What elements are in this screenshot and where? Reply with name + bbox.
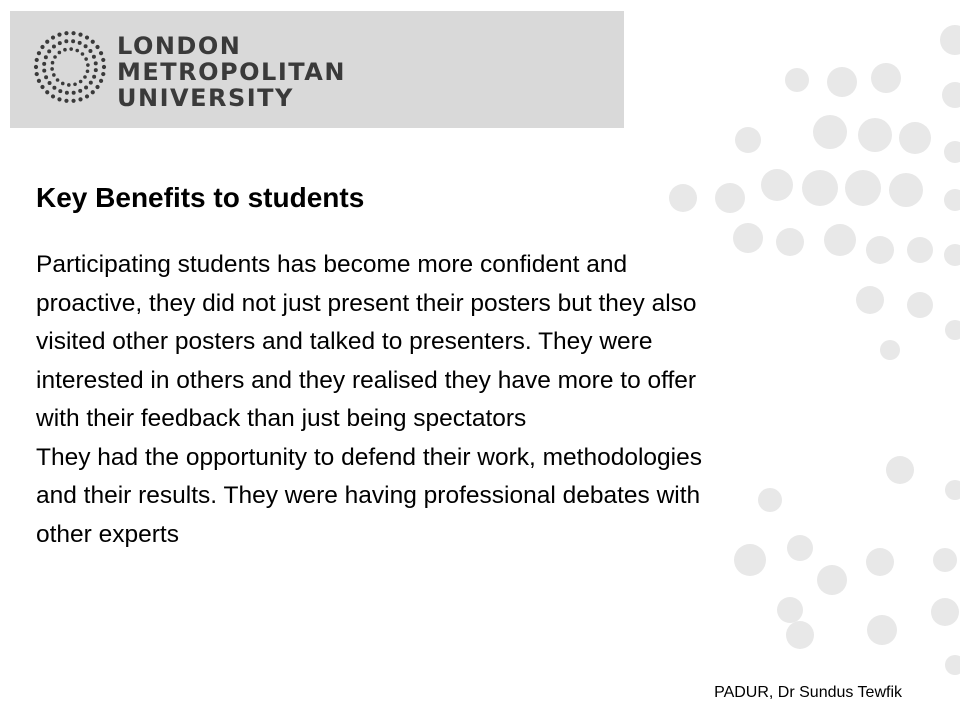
logo-dot	[57, 97, 61, 101]
logo-dot	[84, 85, 88, 89]
logo-dot	[86, 63, 90, 67]
logo-dot	[79, 80, 83, 84]
body-line: visited other posters and talked to presenters. They were	[36, 328, 653, 355]
decor-dot	[944, 244, 960, 266]
decor-dot	[899, 122, 931, 154]
logo-dot	[78, 89, 82, 93]
logo-dot	[83, 75, 87, 79]
decor-dot	[785, 68, 809, 92]
logo-dot	[47, 49, 51, 53]
body-line: proactive, they did not just present their posters but they also	[36, 289, 697, 317]
logo-dot	[71, 31, 75, 35]
decor-dot	[735, 127, 761, 153]
logo-dot	[92, 75, 96, 79]
decor-dot	[817, 565, 847, 595]
body-line: other experts	[36, 520, 179, 548]
logo-dot	[53, 55, 57, 59]
body-line: They had the opportunity to defend their work, methodologies	[36, 443, 702, 471]
logo-dot	[71, 39, 75, 43]
logo-dot	[44, 75, 48, 79]
logo-dot	[52, 86, 56, 90]
logo-dot	[84, 57, 88, 61]
logo-header-bar	[10, 11, 624, 128]
logo-dot	[44, 55, 48, 59]
logo-dot	[64, 31, 68, 35]
body-line: Participating students has become more confident and	[36, 251, 628, 278]
slide-title: Key Benefits to students	[36, 182, 365, 213]
logo-line-london: LONDON	[117, 32, 242, 60]
logo-dot	[56, 78, 60, 82]
decor-dot	[827, 67, 857, 97]
logo-dot	[67, 83, 71, 87]
logo-dot	[65, 91, 69, 95]
logo-dot	[51, 35, 55, 39]
body-line: interested in others and they realised they have more to offer	[36, 366, 697, 394]
logo-dot	[58, 89, 62, 93]
logo-dot	[85, 35, 89, 39]
footer-author: PADUR, Dr Sundus Tewfik	[714, 684, 902, 701]
logo-dot	[37, 51, 41, 55]
logo-dot	[78, 97, 82, 101]
decor-dot	[669, 184, 697, 212]
logo-dot	[78, 33, 82, 37]
logo-dot	[42, 62, 46, 66]
logo-dot	[78, 41, 82, 45]
logo-dot	[95, 45, 99, 49]
logo-dot	[61, 82, 65, 86]
decor-dot	[802, 170, 838, 206]
logo-dot	[84, 44, 88, 48]
decor-dot	[715, 183, 745, 213]
logo-dot	[58, 41, 62, 45]
logo-dot	[86, 69, 90, 73]
logo-dot	[57, 33, 61, 37]
logo-dot	[102, 65, 106, 69]
decor-dot	[786, 621, 814, 649]
logo-dot	[91, 90, 95, 94]
body-line: with their feedback than just being spectators	[36, 405, 527, 432]
logo-dot	[50, 67, 54, 71]
logo-dot	[48, 81, 52, 85]
decor-dot	[944, 141, 960, 163]
decor-dot	[942, 82, 960, 108]
dotted-circle-logo-icon	[32, 29, 108, 105]
decor-dot	[945, 320, 960, 340]
decor-dot	[944, 189, 960, 211]
university-logo-wordmark	[117, 33, 346, 111]
decor-dot	[858, 118, 892, 152]
logo-line-university: UNIVERSITY	[117, 84, 294, 112]
logo-dot	[71, 99, 75, 103]
logo-dot	[95, 85, 99, 89]
logo-dot	[35, 58, 39, 62]
logo-dot	[45, 40, 49, 44]
logo-dot	[73, 82, 77, 86]
logo-dot	[63, 48, 67, 52]
decor-dot	[867, 615, 897, 645]
decor-dot	[945, 655, 960, 675]
decor-dot	[940, 25, 960, 55]
decor-dot	[871, 63, 901, 93]
logo-dot	[64, 99, 68, 103]
logo-dot	[51, 61, 55, 65]
logo-dot	[99, 79, 103, 83]
logo-dot	[92, 55, 96, 59]
decor-dot	[845, 170, 881, 206]
logo-dot	[52, 73, 56, 77]
logo-dot	[89, 81, 93, 85]
logo-dot	[51, 94, 55, 98]
logo-dot	[35, 72, 39, 76]
logo-dot	[94, 61, 98, 65]
logo-dot	[99, 51, 103, 55]
logo-dot	[101, 58, 105, 62]
logo-line-metropolitan: METROPOLITAN	[117, 58, 346, 86]
decor-dot	[761, 169, 793, 201]
logo-dot	[64, 39, 68, 43]
logo-dot	[37, 79, 41, 83]
logo-dot	[34, 65, 38, 69]
logo-dot	[69, 47, 73, 51]
logo-dot	[101, 72, 105, 76]
decor-dot	[933, 548, 957, 572]
logo-dot	[94, 68, 98, 72]
logo-dot	[72, 91, 76, 95]
decor-dot	[813, 115, 847, 149]
decor-dot	[931, 598, 959, 626]
body-text	[36, 246, 926, 554]
decor-dot	[889, 173, 923, 207]
logo-dot	[58, 51, 62, 55]
logo-dot	[42, 69, 46, 73]
logo-dot	[75, 49, 79, 53]
decor-dot	[777, 597, 803, 623]
logo-dot	[88, 49, 92, 53]
logo-dot	[81, 52, 85, 56]
logo-dot	[45, 90, 49, 94]
body-line: and their results. They were having professional debates with	[36, 482, 701, 509]
logo-dot	[40, 45, 44, 49]
logo-dot	[85, 94, 89, 98]
decor-dot	[945, 480, 960, 500]
logo-dot	[40, 85, 44, 89]
logo-dot	[52, 45, 56, 49]
logo-dot	[91, 40, 95, 44]
